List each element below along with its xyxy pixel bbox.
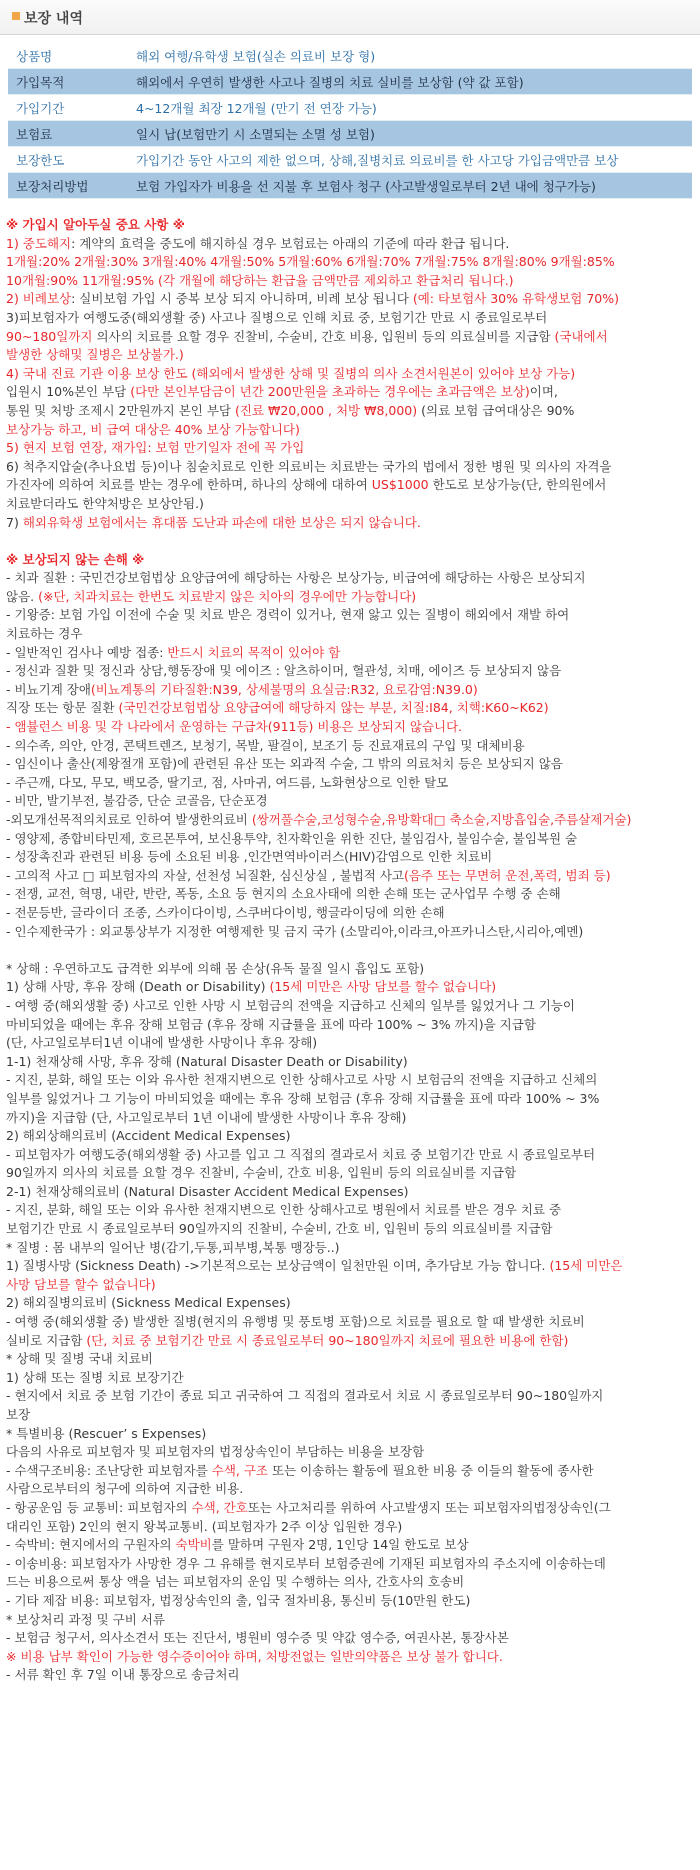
text-segment: 90일까지 의사의 치료를 요할 경우 진찰비, 수술비, 간호 비용, 입원비 등의 의료실비를 지급함 [6,1165,517,1181]
highlight-text: (비뇨계통의 기타질환:N39, 상세불명의 요실금:R32, 요로감염:N39.0) [90,681,478,697]
text-line [6,1127,696,1146]
text-segment: * 보상처리 과정 및 구비 서류 [6,1611,165,1627]
text-segment: - 수색구조비용: 조난당한 피보험자를 [6,1462,212,1478]
blank-line [6,941,696,960]
highlight-text: 4) 국내 진료 기관 이용 보상 한도 (해외에서 발생한 상해 및 질병의 의사 소견서원본이 있어야 보상 가능) [6,365,576,381]
text-segment: * 질병 : 몸 내부의 일어난 병(감기,두통,피부병,복통 맹장등..) [6,1239,340,1255]
text-segment: 치료하는 경우 [6,626,83,642]
summary-row [8,95,692,121]
text-line [6,253,696,272]
text-line [6,235,696,254]
text-segment: - 지진, 분화, 해일 또는 이와 유사한 천재지변으로 인한 상해사고로 사망 시 보험금의 전액을 지급하고 신체의 [6,1072,598,1088]
text-segment: 않음. [6,588,39,604]
highlight-text: 반드시 치료의 목적이 있어야 함 [167,644,341,660]
text-line [6,439,696,458]
text-line [6,1611,696,1630]
text-line [6,830,696,849]
text-segment: 3)피보험자가 여행도중(해외생활 중) 사고나 질병으로 인해 치료 중, 보험기간 만료 시 종료일로부터 [6,309,548,325]
text-line [6,811,696,830]
text-segment: 보장 [6,1407,31,1422]
text-line [6,755,696,774]
highlight-text: (※단, 치과치료는 한번도 치료받지 않은 치아의 경우에만 가능합니다) [38,588,417,604]
text-segment: 대리인 포함) 2인의 현지 왕복교통비. (피보험자가 2주 이상 입원한 경우) [6,1518,403,1534]
text-segment: : 계약의 효력을 중도에 해지하실 경우 보험료는 아래의 기준에 따라 환급 됩니다. [71,235,510,251]
summary-row [8,69,692,95]
text-line [6,1629,696,1648]
text-line [6,1053,696,1072]
text-line [6,309,696,328]
text-segment: (단, 사고일로부터1년 이내에 발생한 사망이나 후유 장해) [6,1035,318,1051]
text-segment: 실비로 지급함 [6,1332,87,1348]
text-segment: 가진자에 의하여 치료를 받는 경우에 한하며, 하나의 상해에 대하여 [6,477,372,493]
highlight-text: (국민건강보험법상 요양급여에 해당하지 않는 부분, 치질:I84, 치핵:K60~K62) [118,700,549,716]
text-line [6,1443,696,1462]
text-line [6,1016,696,1035]
text-line [6,1499,696,1518]
text-segment: - 비만, 발기부전, 불감증, 단순 코골음, 단순포경 [6,793,268,809]
highlight-text: - 앰뷸런스 비용 및 각 나라에서 운영하는 구급차(911등) 비용은 보상되지 않습니다. [6,719,463,735]
text-line [6,551,696,570]
text-segment: 의사의 치료를 요할 경우 진찰비, 수술비, 간호 비용, 입원비 등의 의료실비를 지급함 [92,328,555,344]
text-segment: - 정신과 질환 및 정신과 상담,행동장애 및 에이즈 : 알츠하이머, 혈관성, 치매, 에이즈 등 보상되지 않음 [6,663,562,679]
text-line [6,848,696,867]
text-segment: 직장 또는 항문 질환 [6,700,119,716]
text-segment: 2) 해외질병의료비 (Sickness Medical Expenses) [6,1295,291,1311]
text-line [6,346,696,365]
text-line [6,383,696,402]
highlight-text: (15세 미만은 [549,1258,623,1274]
text-segment: 7) [6,514,23,530]
highlight-text: 10개월:90% 11개월:95% (각 개월에 해당하는 환급율 금액만큼 제외하고 환급처리 됩니다.) [6,272,514,288]
text-line [6,514,696,533]
text-segment: * 상해 : 우연하고도 급격한 외부에 의해 몸 손상(유독 물질 일시 흡입도 포함) [6,960,425,976]
summary-value: 가입기간 동안 사고의 제한 없으며, 상해,질병치료 의료비를 한 사고당 가입금액만큼 보상 [128,147,692,173]
text-segment: - 이송비용: 피보험자가 사망한 경우 그 유해를 현지로부터 보험증권에 기재된 피보험자의 주소지에 이송하는데 [6,1555,606,1571]
text-line [6,476,696,495]
text-segment: 일부를 잃었거나 그 기능이 마비되었을 때에는 후유 장해 보험금 (후유 장해 지급률을 표에 따라 100% ~ 3% [6,1090,600,1106]
text-line [6,960,696,979]
text-line [6,1369,696,1388]
text-line [6,1257,696,1276]
text-line [6,978,696,997]
text-line [6,1183,696,1202]
coverage-summary-table [8,43,692,199]
text-line [6,1648,696,1667]
notice-heading: ※ 보상되지 않는 손해 ※ [6,551,145,567]
text-line [6,644,696,663]
highlight-text: (쌍꺼풀수술,코성형수술,유방확대□ 축소술,지방흡입술,주름살제거술) [251,812,632,827]
text-line [6,885,696,904]
highlight-text: 발생한 상해및 질병은 보상불가.) [6,347,184,363]
text-segment: 치료받더라도 한약처방은 보상안됨.) [6,495,204,511]
text-line [6,1462,696,1481]
text-segment: 보험기간 만료 시 종료일로부터 90일까지의 진찰비, 수술비, 간호 비, 입원비 등의 의료실비를 지급함 [6,1221,553,1237]
highlight-text: 수색, 간호 [191,1499,248,1515]
text-segment: - 기왕증: 보험 가입 이전에 수술 및 치료 받은 경력이 있거나, 현재 앓고 있는 질병이 해외에서 재발 하여 [6,607,570,623]
text-line [6,328,696,347]
highlight-text: US$1000 [371,477,429,493]
summary-row [8,147,692,173]
text-segment: 드는 비용으로써 통상 액을 넘는 피보험자의 운임 및 수행하는 의사, 간호사의 호송비 [6,1574,465,1590]
text-line [6,1090,696,1109]
text-line [6,1387,696,1406]
text-segment: - 치과 질환 : 국민건강보험법상 요양급여에 해당하는 사항은 보상가능, 비급여에 해당하는 사항은 보상되지 [6,570,586,586]
text-segment: 이며, [529,384,558,400]
text-line [6,1406,696,1425]
text-segment: 다음의 사유로 피보험자 및 피보험자의 법정상속인이 부담하는 비용을 보장함 [6,1444,425,1460]
text-segment: 1) 상해 또는 질병 치료 보장기간 [6,1369,184,1385]
text-line [6,1332,696,1351]
text-line [6,588,696,607]
text-line [6,1164,696,1183]
text-line [6,365,696,384]
summary-value: 보험 가입자가 비용을 선 지불 후 보험사 청구 (사고발생일로부터 2년 내에 청구가능) [128,173,692,199]
text-segment: - 인수제한국가 : 외교통상부가 지정한 여행제한 및 금지 국가 (소말리아,이라크,아프카니스탄,시리아,예멘) [6,923,584,939]
text-segment: - 임신이나 출산(제왕절개 포함)에 관련된 유산 또는 외과적 수술, 그 밖의 의료처치 등은 보상되지 않음 [6,756,563,772]
highlight-text: 해외유학생 보험에서는 휴대품 도난과 파손에 대한 보상은 되지 않습니다. [22,514,421,530]
text-segment: - 영양제, 종합비타민제, 호르몬투여, 보신용투약, 친자확인을 위한 진단, 불임검사, 불임수술, 불임복원 술 [6,830,578,846]
highlight-text: 수색, 구조 [211,1462,268,1478]
text-line [6,1146,696,1165]
summary-label: 상품명 [8,43,128,69]
highlight-text: 숙박비 [175,1537,212,1553]
highlight-text: 1개월:20% 2개월:30% 3개월:40% 4개월:50% 5개월:60% 6개월:70% 7개월:75% 8개월:80% 9개월:85% [6,254,615,270]
coverage-details [6,216,696,1685]
text-segment: 를 말하며 구원자 2명, 1인당 14일 한도로 보상 [211,1537,469,1553]
text-segment: - 기타 제잡 비용: 피보험자, 법정상속인의 출, 입국 절차비용, 통신비 등(10만원 한도) [6,1592,471,1608]
text-segment: * 특별비용 (Rescuer’ s Expenses) [6,1425,207,1441]
text-line [6,1034,696,1053]
text-line [6,997,696,1016]
text-line [6,1480,696,1499]
text-segment: - 여행 중(해외생활 중) 발생한 질병(현지의 유행병 및 풍토병 포함)으로 치료를 필요로 할 때 발생한 치료비 [6,1314,585,1330]
text-line [6,1109,696,1128]
text-segment: 또는 이송하는 활동에 필요한 비용 중 이들의 활동에 종사한 [268,1462,594,1478]
summary-label: 보험료 [8,121,128,147]
text-line [6,1239,696,1258]
text-segment: - 숙박비: 현지에서의 구원자의 [6,1537,176,1553]
text-line [6,774,696,793]
text-segment: 6) 척추지압술(추나요법 등)이나 침술치료로 인한 의료비는 치료받는 국가의 법에서 정한 병원 및 의사의 자격을 [6,458,612,474]
summary-value: 해외 여행/유학생 보험(실손 의료비 보장 형) [128,43,692,69]
text-segment: - 일반적인 검사나 예방 접종: [6,644,168,660]
highlight-text: 2) 비례보상 [6,291,72,307]
text-line [6,606,696,625]
text-line [6,792,696,811]
text-line [6,681,696,700]
text-segment: 1) 상해 사망, 후유 장해 (Death or Disability) [6,979,270,995]
text-line [6,718,696,737]
summary-label: 가입기간 [8,95,128,121]
text-line [6,699,696,718]
text-segment: 한도로 보상가능(단, 한의원에서 [428,477,607,493]
text-line [6,625,696,644]
text-segment: 까지)을 지급함 (단, 사고일로부터 1년 이내에 발생한 사망이나 후유 장해) [6,1109,407,1125]
text-line [6,1294,696,1313]
text-segment: - 현지에서 치료 중 보험 기간이 종료 되고 귀국하여 그 직접의 결과로서 치료 시 종료일로부터 90~180일까지 [6,1388,604,1404]
text-segment: - 항공운임 등 교통비: 피보험자의 [6,1499,192,1515]
text-line [6,1555,696,1574]
text-line [6,569,696,588]
text-line [6,1071,696,1090]
summary-row [8,173,692,199]
text-line [6,1220,696,1239]
text-line [6,923,696,942]
section-title-bar [0,0,700,35]
text-segment: - 지진, 분화, 해일 또는 이와 유사한 천재지변으로 인한 상해사고로 병원에서 치료를 받은 경우 치료 중 [6,1202,562,1218]
text-line [6,402,696,421]
text-line [6,1313,696,1332]
text-segment: - 전문등반, 글라이더 조종, 스카이다이빙, 스쿠버다이빙, 행글라이딩에 의한 손해 [6,904,445,920]
text-segment: 1-1) 천재상해 사망, 후유 장해 (Natural Disaster Death or Disability) [6,1053,408,1069]
text-line [6,904,696,923]
text-line [6,495,696,514]
text-segment: - 서류 확인 후 7일 이내 통장으로 송금처리 [6,1667,240,1683]
text-line [6,1276,696,1295]
text-segment: 2-1) 천재상해의료비 (Natural Disaster Accident Medical Expenses) [6,1183,409,1199]
notice-heading: ※ 가입시 알아두실 중요 사항 ※ [6,217,185,232]
text-line [6,1350,696,1369]
text-segment: - 전쟁, 교전, 혁명, 내란, 반란, 폭동, 소요 등 현지의 소요사태에 의한 손해 또는 군사업무 수행 중 손해 [6,886,561,902]
highlight-text: (진료 ₩20,000 , 처방 ₩8,000) [234,402,418,418]
text-segment: - 의수족, 의안, 안경, 콘택트렌즈, 보청기, 목발, 팔걸이, 보조기 등 진료재료의 구입 및 대체비용 [6,737,525,753]
text-segment: 1) 질병사망 (Sickness Death) ->기본적으로는 보상금액이 일천만원 이며, 추가담보 가능 합니다. [6,1258,550,1274]
summary-row [8,43,692,69]
text-segment: 통원 및 처방 조제시 2만원까지 본인 부담 [6,402,235,418]
highlight-text: (예: 타보험사 30% 유학생보험 70%) [412,291,619,307]
title-bullet-icon [12,12,20,20]
text-segment: - 여행 중(해외생활 중) 사고로 인한 사망 시 보험금의 전액을 지급하고 신체의 일부를 잃었거나 그 기능이 [6,997,575,1013]
highlight-text: 1) 중도해지 [6,235,72,251]
summary-label: 보장한도 [8,147,128,173]
section-title: 보장 내역 [24,11,83,27]
text-line [6,1573,696,1592]
summary-label: 보장처리방법 [8,173,128,199]
text-segment: : 실비보험 가입 시 중복 보상 되지 아니하며, 비례 보상 됩니다 [71,291,413,307]
text-line [6,290,696,309]
text-segment: - 고의적 사고 □ 피보험자의 자살, 선천성 뇌질환, 심신상실 , 불법적 사고 [6,867,404,883]
highlight-text: (단, 치료 중 보험기간 만료 시 종료일로부터 90~180일까지 치료에 필요한 비용에 한함) [86,1332,569,1348]
text-segment: - 비뇨기계 장애 [6,681,91,697]
text-line [6,1666,696,1685]
summary-row [8,121,692,147]
text-segment: * 상해 및 질병 국내 치료비 [6,1351,153,1367]
text-line [6,216,696,235]
highlight-text: 사망 담보를 할수 없습니다) [6,1276,156,1292]
text-segment: 사람으로부터의 청구에 의하여 지급한 비용. [6,1481,244,1497]
text-segment: 또는 사고처리를 위하여 사고발생지 또는 피보험자의법정상속인(그 [247,1499,611,1515]
text-line [6,1425,696,1444]
text-line [6,1592,696,1611]
text-line [6,421,696,440]
highlight-text: ※ 비용 납부 확인이 가능한 영수증이어야 하며, 처방전없는 일반의약품은 보상 불가 합니다. [6,1648,503,1664]
highlight-text: (다만 본인부담금이 년간 200만원을 초과하는 경우에는 초과금액은 보상) [130,384,530,400]
text-segment: - 성장촉진과 관련된 비용 등에 소요된 비용 ,인간면역바이러스(HIV)감염으로 인한 치료비 [6,849,493,865]
text-segment: - 주근깨, 다모, 무모, 백모증, 딸기코, 점, 사마귀, 여드름, 노화현상으로 인한 탈모 [6,774,449,790]
text-line [6,867,696,886]
summary-label: 가입목적 [8,69,128,95]
text-segment: (의료 보험 급여대상은 90% [417,402,575,418]
highlight-text: (국내에서 [554,328,608,344]
text-line [6,1536,696,1555]
text-line [6,662,696,681]
text-line [6,1201,696,1220]
blank-line [6,532,696,551]
highlight-text: 5) 현지 보험 연장, 재가입: 보험 만기일자 전에 꼭 가입 [6,440,305,456]
text-segment: 마비되었을 때에는 후유 장해 보험금 (후유 장해 지급률을 표에 따라 100% ~ 3% 까지)을 지급함 [6,1016,536,1032]
highlight-text: 90~180일까지 [6,328,93,344]
highlight-text: (음주 또는 무면허 운전,폭력, 범죄 등) [403,867,611,883]
text-line [6,737,696,756]
text-line [6,1518,696,1537]
text-segment: 2) 해외상해의료비 (Accident Medical Expenses) [6,1128,291,1144]
text-line [6,272,696,291]
summary-value: 해외에서 우연히 발생한 사고나 질병의 치료 실비를 보상함 (약 값 포함) [128,69,692,95]
highlight-text: (15세 미만은 사망 담보를 할수 없습니다) [269,979,497,995]
highlight-text: 보상가능 하고, 비 급여 대상은 40% 보상 가능합니다) [6,421,300,437]
text-segment: - 피보험자가 여행도중(해외생활 중) 사고를 입고 그 직접의 결과로서 치료 중 보험기간 만료 시 종료일로부터 [6,1146,596,1162]
text-segment: - 보험금 청구서, 의사소견서 또는 진단서, 병원비 영수증 및 약값 영수증, 여권사본, 통장사본 [6,1630,509,1646]
summary-value: 일시 납(보험만기 시 소멸되는 소멸 성 보험) [128,121,692,147]
text-line [6,458,696,477]
text-segment: 입원시 10%본인 부담 [6,384,131,400]
text-segment: -외모개선목적의치료로 인하여 발생한의료비 [6,812,252,827]
summary-value: 4~12개월 최장 12개월 (만기 전 연장 가능) [128,95,692,121]
